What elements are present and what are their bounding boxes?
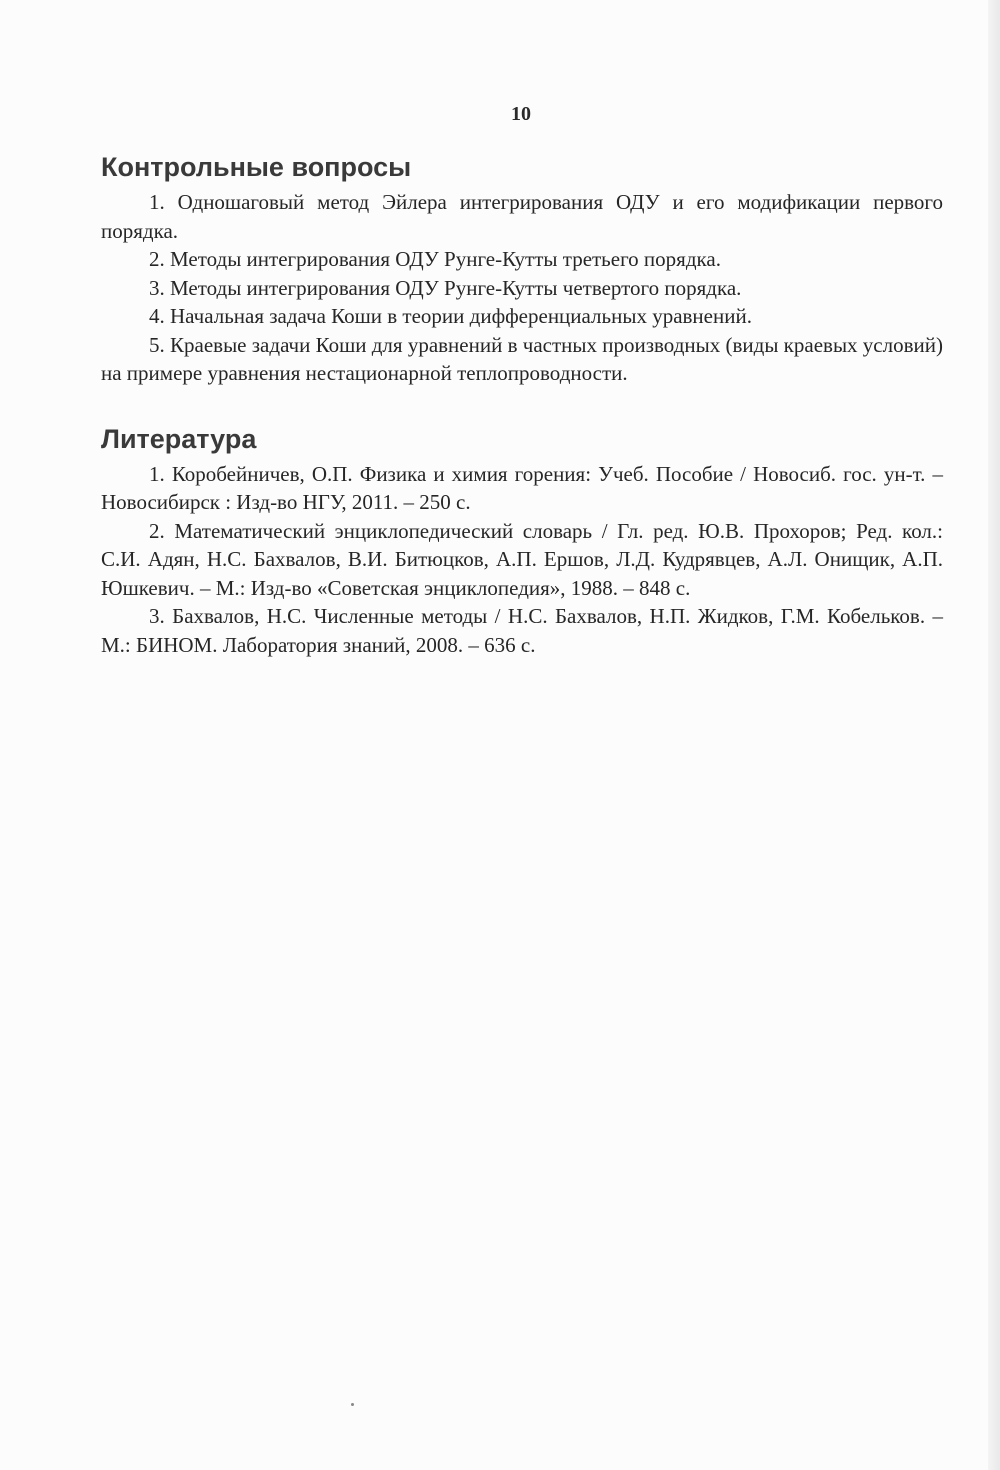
scan-edge-shadow xyxy=(988,0,1000,1470)
page-number: 10 xyxy=(511,103,531,125)
question-item: 3. Методы интегрирования ОДУ Рунге-Кутты четвертого порядка. xyxy=(149,275,742,300)
control-questions-heading: Контрольные вопросы xyxy=(101,152,412,182)
literature-item: 3. Бахвалов, Н.С. Численные методы / Н.С. Бахвалов, Н.П. Жидков, Г.М. Кобельков. – М.: БИНОМ. Лаборатория знаний, 2008. – 636 с. xyxy=(101,604,943,657)
scan-speck xyxy=(351,1403,354,1406)
question-item: 4. Начальная задача Коши в теории дифференциальных уравнений. xyxy=(149,304,752,328)
control-questions-section xyxy=(101,150,943,388)
question-item: 5. Краевые задачи Коши для уравнений в частных производных (виды краевых условий) на примере уравнения нестационарной теплопроводности. xyxy=(101,332,943,385)
literature-section xyxy=(101,422,943,660)
literature-heading: Литература xyxy=(101,423,257,454)
question-item: 1. Одношаговый метод Эйлера интегрирования ОДУ и его модификации первого порядка. xyxy=(101,190,943,243)
page-content xyxy=(101,150,943,659)
question-item: 2. Методы интегрирования ОДУ Рунге-Кутты третьего порядка. xyxy=(149,247,721,271)
literature-item: 2. Математический энциклопедический словарь / Гл. ред. Ю.В. Прохоров; Ред. кол.: С.И. Адян, Н.С. Бахвалов, В.И. Битюцков, А.П. Ершов, Л.Д. Кудрявцев, А.Л. Онищик, А.П. Юшкевич. – М.: Изд-во «Советская энциклопедия», 1988. – 848 с. xyxy=(101,518,943,600)
literature-item: 1. Коробейничев, О.П. Физика и химия горения: Учеб. Пособие / Новосиб. гос. ун-т. – Новосибирск : Изд-во НГУ, 2011. – 250 с. xyxy=(101,461,943,514)
